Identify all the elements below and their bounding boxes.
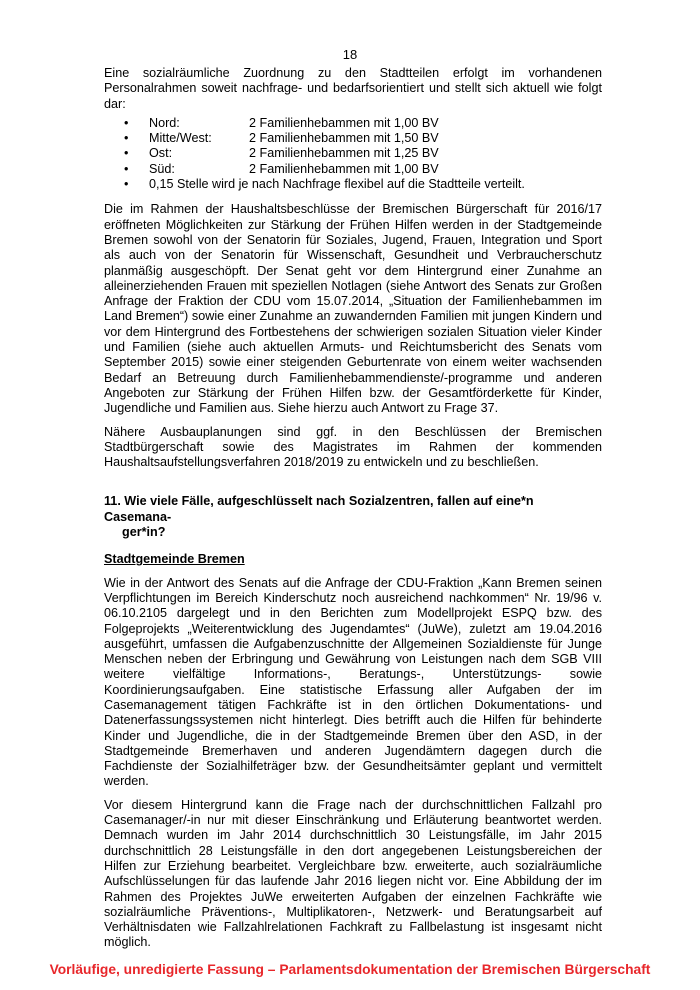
paragraph-1: Die im Rahmen der Haushaltsbeschlüsse der Bremischen Bürgerschaft für 2016/17 eröffneten Möglichkeiten zur Stärkung der Frühen Hilfen werden in der Stadtgemeinde Bremen sowohl von der Senatorin für Soziales, Jugend, Frauen, Integration und Sport als auch von der Senatorin für Wissenschaft, Gesundheit und Verbraucherschutz planmäßig ausgeschöpft. Der Senat geht vor dem Hintergrund einer Zunahme an alleinerziehenden Frauen mit speziellen Notlagen (siehe Antwort des Senats zur Großen Anfrage der Fraktion der CDU vom 15.07.2014, „Situation der Familienhebammen im Land Bremen“) sowie einer Zunahme an zuwandernden Familien mit jungen Kindern und vor dem Hintergrund des Fortbestehens der schwierigen sozialen Situation vieler Kinder und Familien (siehe auch aktuellen Armuts- und Reichtumsbericht des Senats vom September 2015) sowie einer steigenden Geburtenrate von einem weiter wachsenden Bedarf an Betreuung durch Familienhebammendienste/-programme und anderen Angeboten zur Stärkung der Frühen Hilfen bzw. der Gesamtförderkette für Kinder, Jugendliche und Familien aus. Siehe hierzu auch Antwort zu Frage 37.: [104, 202, 602, 416]
bullet-icon: •: [124, 115, 129, 130]
document-body: [104, 66, 602, 951]
question-line-2: ger*in?: [122, 525, 166, 540]
bullet-icon: •: [124, 131, 129, 146]
list-item: [124, 146, 602, 161]
bullet-icon: •: [124, 161, 129, 176]
intro-paragraph: Eine sozialräumliche Zuordnung zu den Stadtteilen erfolgt im vorhandenen Personalrahmen soweit nachfrage- und bedarfsorientiert und stellt sich aktuell wie folgt dar:: [104, 66, 602, 111]
question-line-1: 11. Wie viele Fälle, aufgeschlüsselt nach Sozialzentren, fallen auf eine*n Casemana-: [104, 494, 534, 524]
footer-disclaimer: Vorläufige, unredigierte Fassung – Parlamentsdokumentation der Bremischen Bürgerschaft: [49, 962, 651, 977]
region-label: Nord:: [149, 115, 180, 130]
region-value: 2 Familienhebammen mit 1,50 BV: [249, 131, 439, 146]
question-heading: [104, 494, 602, 540]
region-value: 2 Familienhebammen mit 1,25 BV: [249, 146, 439, 161]
page-number: 18: [342, 47, 358, 62]
list-item: [124, 177, 602, 192]
paragraph-4: Vor diesem Hintergrund kann die Frage nach der durchschnittlichen Fallzahl pro Casemanager/-in nur mit dieser Einschränkung und Erläuterung beantwortet werden. Demnach wurden im Jahr 2014 durchschnittlich 30 Leistungsfälle, im Jahr 2015 durchschnittlich 28 Leistungsfälle in den dort angegebenen Leistungsbereichen der Hilfen zur Erziehung bearbeitet. Vergleichbare bzw. erweiterte, auch sozialräumliche Aufschlüsselungen für das laufende Jahr 2016 liegen nicht vor. Eine Abbildung der im Rahmen des Projektes JuWe erweiterten Aufgaben der einzelnen Fachkräfte wie sozialräumliche Präventions-, Multiplikatoren-, Netzwerk- und Beratungsarbeit auf Verhältnisdaten wie Fallzahlrelationen Fachkraft zu Fallbelastung ist insgesamt nicht möglich.: [104, 797, 602, 950]
allocation-list: [104, 116, 602, 192]
bullet-icon: •: [124, 146, 129, 161]
paragraph-2: Nähere Ausbauplanungen sind ggf. in den Beschlüssen der Bremischen Stadtbürgerschaft sowie des Magistrates im Rahmen der kommenden Haushaltsaufstellungsverfahren 2018/2019 zu entwickeln und zu beschließen.: [104, 424, 602, 470]
region-label: Mitte/West:: [149, 131, 212, 146]
paragraph-3: Wie in der Antwort des Senats auf die Anfrage der CDU-Fraktion „Kann Bremen seinen Verpflichtungen im Bereich Kinderschutz noch ausreichend nachkommen“ Nr. 19/96 v. 06.10.2105 dargelegt und in den Berichten zum Modellprojekt ESPQ bzw. des Folgeprojekts „Weiterentwicklung des Jugendamtes“ (JuWe), zuletzt am 19.04.2016 ausgeführt, umfassen die Aufgabenzuschnitte der Allgemeinen Sozialdienste für Junge Menschen neben der Erbringung und Gewährung von Leistungen nach dem SGB VIII weitere vielfältige Informations-, Beratungs-, Unterstützungs- sowie Koordinierungsaufgaben. Eine statistische Erfassung aller Aufgaben der im Casemanagement tätigen Fachkräfte ist in den örtlichen Dokumentations- und Datenerfassungssystemen nicht hinterlegt. Dies betrifft auch die Hilfen für behinderte Kinder und Jugendliche, die in der Stadtgemeinde Bremen über den ASD, in der Stadtgemeinde Bremerhaven und anderen Jugendämtern dagegen durch die Fachdienste der Sozialhilfeträger bzw. der Gesundheitsämter geplant und vermittelt werden.: [104, 575, 602, 789]
region-label: Ost:: [149, 146, 173, 161]
list-item: [124, 116, 602, 131]
region-value: 2 Familienhebammen mit 1,00 BV: [249, 161, 439, 176]
region-label: Süd:: [149, 161, 175, 176]
region-value: 0,15 Stelle wird je nach Nachfrage flexibel auf die Stadtteile verteilt.: [149, 177, 525, 192]
list-item: [124, 162, 602, 177]
list-item: [124, 131, 602, 146]
section-title: Stadtgemeinde Bremen: [104, 552, 245, 567]
bullet-icon: •: [124, 177, 129, 192]
region-value: 2 Familienhebammen mit 1,00 BV: [249, 115, 439, 130]
